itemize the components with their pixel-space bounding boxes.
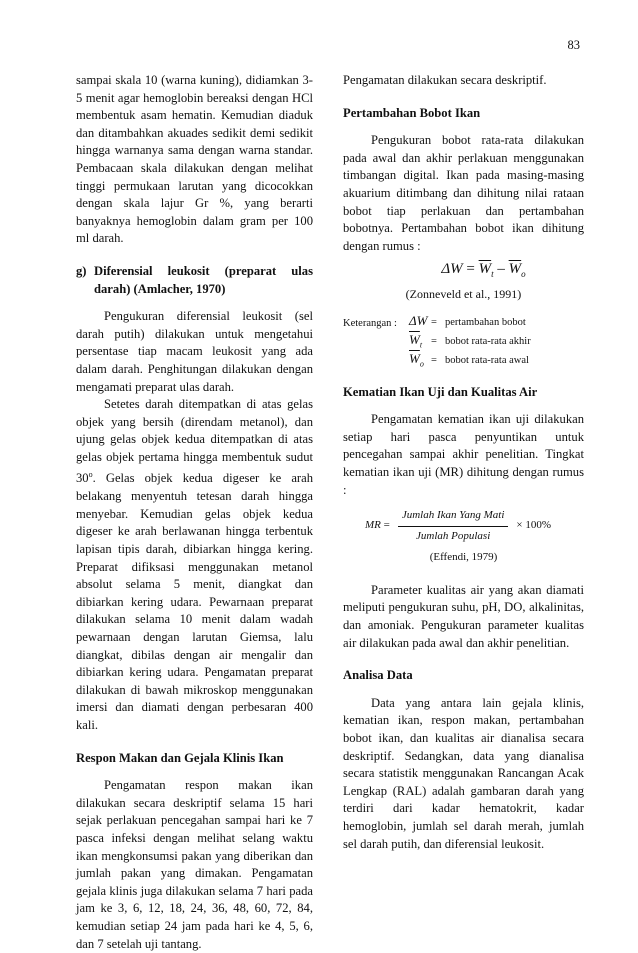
list-label: g)	[76, 263, 87, 278]
formula-legend	[343, 312, 584, 369]
legend-row: $\overline{W}_o$ = bobot rata-rata awal	[409, 350, 529, 369]
legend-row: ΔW = pertambahan bobot	[409, 312, 526, 328]
paragraph-deskriptif: Pengamatan dilakukan secara deskriptif.	[343, 73, 547, 87]
paragraph-respon: Pengamatan respon makan ikan dilakukan secara deskriptif selama 15 hari sejak perlakuan pencegahan sampai hari ke 7 pasca infeksi dengan melihat selang waktu ikan mengkonsumsi pakan yang diberikan dan jumlah pakan yang dimakan. Pengamatan gejala klinis juga dilakukan selama 7 hari pada jam ke 3, 6, 12, 18, 24, 36, 48, 60, 72, 84, kemudian setiap 24 jam pada hari ke 4, 5, 6, dan 7 setelah uji tantang.	[76, 778, 313, 951]
page-number: 83	[567, 38, 580, 52]
paragraph-hemoglobin: sampai skala 10 (warna kuning), didiamkan 3-5 menit agar hemoglobin bereaksi dengan HCl membentuk asam hematin. Kemudian diaduk dan ditambahkan akuades sedikit demi sedikit hingga warnanya sama dengan warna standar. Pembacaan skala dilakukan dengan melihat tinggi permukaan larutan yang dicocokkan dengan skala lajur Gr %, yang berarti banyaknya hemoglobin dalam gram per 100 ml darah.	[76, 73, 313, 246]
paragraph-bobot: Pengukuran bobot rata-rata dilakukan pada awal dan akhir perlakuan menggunakan timbangan digital. Ikan pada masing-masing akuarium ditimbang dan dihitung nilai rataan bobot tiap perlakuan dan pertambahan bobotnya. Pertambahan bobot ikan dihitung dengan rumus :	[343, 133, 584, 253]
section-heading-respon: Respon Makan dan Gejala Klinis Ikan	[76, 750, 284, 765]
paragraph-analisa: Data yang antara lain gejala klinis, kematian ikan, respon makan, pertambahan bobot ikan, dan kualitas air dianalisa secara deskriptif. Sedangkan, data yang dianalisa secara statistik menggunakan Rancangan Acak Lengkap (RAL) adalah gambaran darah yang terdiri dari kadar hematokrit, kadar hemoglobin, jumlah sel darah merah, jumlah sel darah putih, dan diferensial leukosit.	[343, 695, 584, 851]
right-column	[343, 72, 584, 853]
paragraph-kualitas-air: Parameter kualitas air yang akan diamati meliputi pengukuran suhu, pH, DO, alkalinitas, dan amoniak. Pengukuran parameter kualitas air dilakukan pada awal dan akhir penelitian.	[343, 582, 584, 650]
legend-label: Keterangan :	[343, 317, 397, 329]
left-column	[76, 72, 313, 953]
citation-zonneveld: (Zonneveld et al., 1991)	[405, 286, 522, 301]
section-heading-kematian: Kematian Ikan Uji dan Kualitas Air	[343, 384, 538, 399]
citation-effendi: (Effendi, 1979)	[429, 551, 498, 564]
legend-row: $\overline{W}_t$ = bobot rata-rata akhir	[409, 331, 531, 350]
paragraph-kematian: Pengamatan kematian ikan uji dilakukan setiap hari pasca penyuntikan untuk pencegahan sampai akhir penelitian. Tingkat kematian ikan uji (MR) dihitung dengan rumus :	[343, 412, 584, 497]
paragraph-preparat: Setetes darah ditempatkan di atas gelas objek yang bersih (direndam metanol), dan ujung gelas objek kedua ditempatkan di atas gelas objek pertama hingga membentuk sudut 30$^o$. Gelas objek kedua digeser ke arah belakang menyentuh tetesan darah hingga menyebar. Kemudian gelas objek kedua digeser ke arah berlawanan hingga terbentuk lapisan tipis darah, dibiarkan hingga kering. Preparat difiksasi menggunakan metanol absolut selama 5 menit, diangkat dan dibiarkan kering udara. Pewarnaan preparat dilakukan selama 10 menit dalam wadah pewarnaan dengan larutan Giemsa, lalu diangkat, dibilas dengan air mengalir dan dibiarkan kering udara. Pengamatan preparat dilakukan di bawah mikroskop menggunakan imersi dan diamati dengan perbesaran 400 kali.	[76, 397, 313, 732]
paragraph-diferensial: Pengukuran diferensial leukosit (sel darah putih) dilakukan untuk mengetahui persentase tiap macam leukosit yang ada dalam darah. Penghitungan dilakukan dengan mengamati preparat ulas darah.	[76, 309, 313, 394]
section-heading-diferensial	[76, 263, 313, 298]
formula-mortality: MR = $\frac{\text{Jumlah Ikan Yang Mati}}{\text{Jumlah Populasi}}$ × 100%	[365, 509, 552, 542]
formula-weight-gain: $\Delta W = \overline{W}_t - \overline{W}_o$	[441, 261, 526, 280]
section-heading-bobot: Pertambahan Bobot Ikan	[343, 105, 481, 120]
heading-text: Diferensial leukosit (preparat ulas darah) (Amlacher, 1970)	[94, 263, 313, 296]
section-heading-analisa: Analisa Data	[343, 668, 413, 683]
